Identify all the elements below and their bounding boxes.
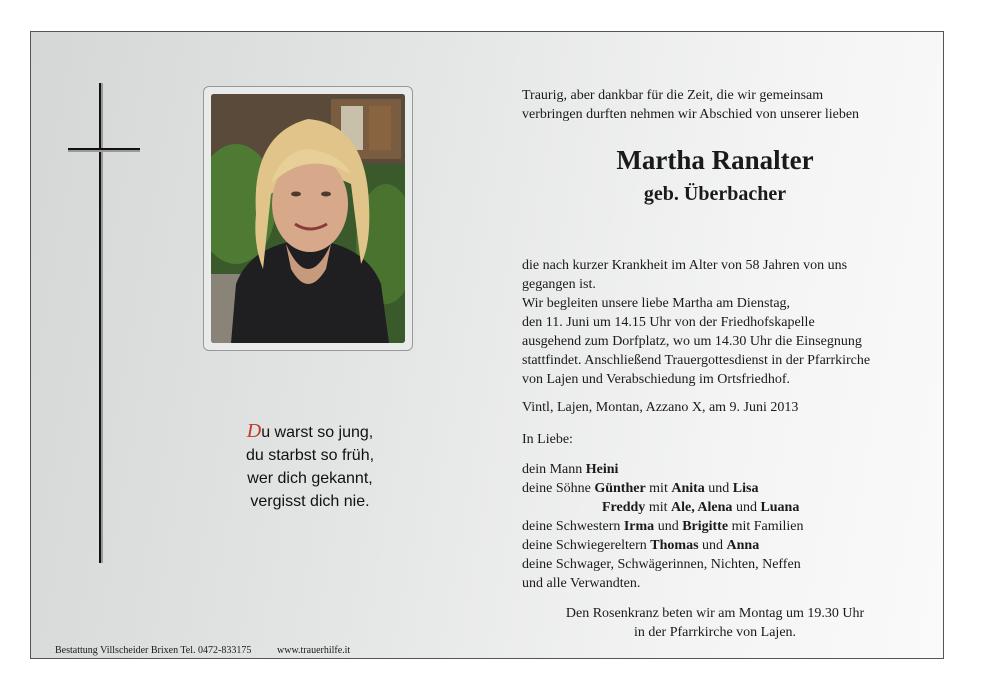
poem-line-1: Du warst so jung, (246, 420, 374, 442)
in-liebe-label: In Liebe: (522, 432, 573, 447)
footer-company: Bestattung Villscheider Brixen Tel. 0472-833175 (55, 645, 252, 656)
details-line: stattfindet. Anschließend Trauergottesdienst in der Pfarrkirche (522, 353, 871, 368)
memorial-poem (200, 420, 420, 513)
details-line: Wir begleiten unsere liebe Martha am Dienstag, (522, 296, 791, 311)
family-row-all: und alle Verwandten. (522, 576, 641, 591)
intro-text (522, 86, 902, 124)
family-row-sons: deine Söhne Günther mit Anita und Lisa (522, 481, 759, 496)
details-line: den 11. Juni um 14.15 Uhr von der Friedhofskapelle (522, 315, 815, 330)
family-row-husband: dein Mann Heini (522, 462, 619, 477)
rosary-notice (500, 604, 930, 642)
intro-line-2: verbringen durften nehmen wir Abschied von unserer lieben (522, 107, 860, 122)
footer-website: www.trauerhilfe.it (277, 645, 351, 656)
details-line: die nach kurzer Krankheit im Alter von 58 Jahren von uns (522, 258, 848, 273)
family-row-son-2: Freddy mit Ale, Alena und Luana (602, 500, 800, 515)
details-line: gegangen ist. (522, 277, 596, 292)
funeral-details (522, 256, 922, 389)
details-line: ausgehend zum Dorfplatz, wo um 14.30 Uhr die Einsegnung (522, 334, 862, 349)
family-row-sisters: deine Schwestern Irma und Brigitte mit Familien (522, 519, 804, 534)
cross-horizontal-bar (68, 148, 140, 152)
poem-line-4: vergisst dich nie. (250, 493, 370, 510)
intro-line-1: Traurig, aber dankbar für die Zeit, die wir gemeinsam (522, 88, 824, 103)
poem-line-3: wer dich gekannt, (247, 470, 373, 487)
portrait-photo (211, 94, 405, 343)
family-list (522, 460, 922, 593)
family-row-in-laws: deine Schwiegereltern Thomas und Anna (522, 538, 760, 553)
details-line: von Lajen und Verabschiedung im Ortsfriedhof. (522, 372, 791, 387)
poem-drop-letter: D (246, 420, 262, 442)
poem-line-2: du starbst so früh, (245, 447, 375, 464)
rosary-line-1: Den Rosenkranz beten wir am Montag um 19.30 Uhr (565, 606, 865, 621)
family-row-relatives: deine Schwager, Schwägerinnen, Nichten, Neffen (522, 557, 801, 572)
portrait-frame (203, 86, 413, 351)
deceased-name: Martha Ranalter (616, 145, 814, 175)
maiden-name: geb. Überbacher (643, 183, 787, 205)
cross-vertical-bar (99, 83, 103, 563)
rosary-line-2: in der Pfarrkirche von Lajen. (633, 625, 797, 640)
place-and-date: Vintl, Lajen, Montan, Azzano X, am 9. Juni 2013 (522, 400, 799, 415)
portrait-illustration (211, 94, 405, 343)
